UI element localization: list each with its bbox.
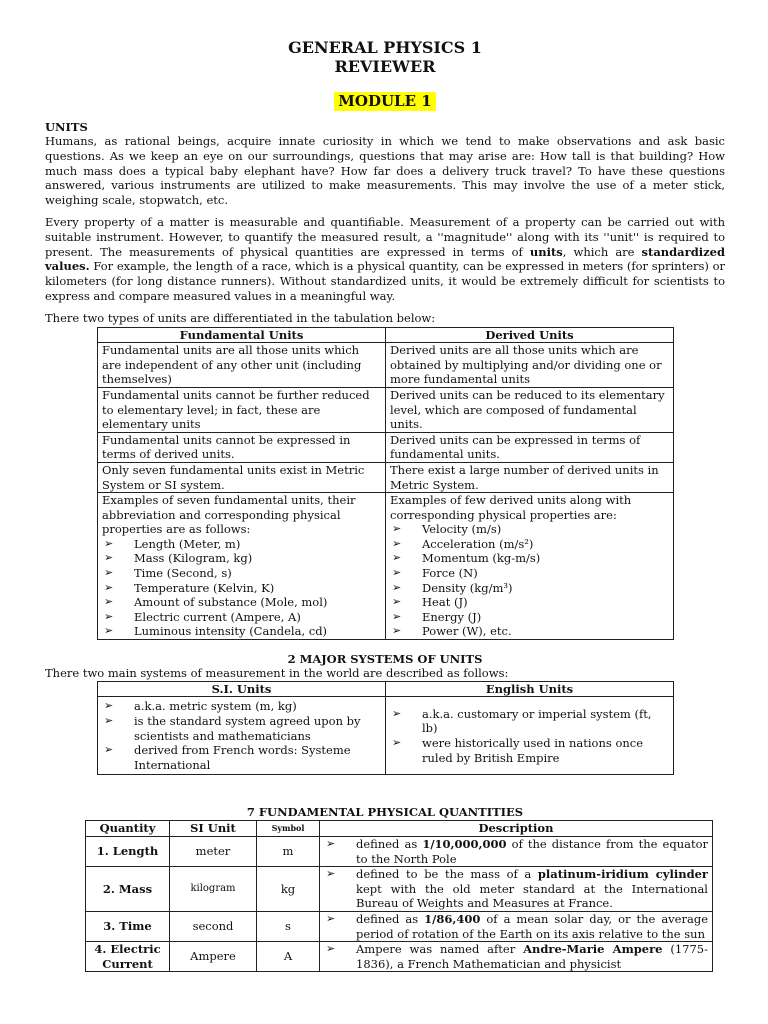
doc-subtitle: REVIEWER [334, 57, 436, 76]
list-item: ➢ Luminous intensity (Candela, cd) [102, 624, 381, 639]
list-item: ➢ Mass (Kilogram, kg) [102, 551, 381, 566]
quantities-table [85, 820, 713, 972]
intro-paragraph: Humans, as rational beings, acquire innate curiosity in which we tend to make observations and ask basic questions. As we keep an eye on our surroundings, questions that may arise are: How tall is that building? How much mass does a typical baby elephant have? How far does a delivery truck travel? To have these questions answered, various instruments are utilized to make measurements. This may involve the use of a meter stick, weighing scale, stopwatch, etc. [45, 134, 725, 208]
list-item: ➢ Time (Second, s) [102, 566, 381, 581]
list-item: ➢ Density (kg/m³) [390, 581, 669, 596]
list-item: ➢ derived from French words: Systeme International [102, 743, 381, 772]
systems-intro: There two main systems of measurement in the world are described as follows: [45, 666, 509, 681]
english-units-cell [386, 697, 674, 775]
units-table [97, 327, 674, 640]
header-description: Description [320, 821, 713, 837]
module-label: MODULE 1 [334, 92, 435, 111]
list-item: ➢ Amount of substance (Mole, mol) [102, 595, 381, 610]
table-row: 1. Length meter m ➢ defined as 1/10,000,000 of the distance from the equator to the North Pole [86, 836, 713, 866]
measurement-paragraph: Every property of a matter is measurable and quantifiable. Measurement of a property can be carried out with suitable instrument. However, to quantify the measured result, a ''magnitude'' along with its ''unit'' is required to present. The measurements of physical quantities are expressed in terms of units, which are standardized values. For example, the length of a race, which is a physical quantity, can be expressed in meters (for sprinters) or kilometers (for long distance runners). Without standardized units, it would be extremely difficult for scientists to express and compare measured values in a meaningful way. [45, 214, 725, 303]
header-derived: Derived Units [386, 327, 674, 343]
derived-examples: Examples of few derived units along with corresponding physical properties are: ➢ Velocity (m/s) ➢ Acceleration (m/s²) ➢ Momentum (kg-m/s) ➢ Force (N) ➢ Density (kg/m³) ➢ Heat (J) ➢ Energy (J) ➢ Power (W), etc. [386, 493, 674, 640]
list-item: ➢ is the standard system agreed upon by scientists and mathematicians [102, 714, 381, 743]
units-heading: UNITS [45, 120, 88, 134]
fundamental-examples: Examples of seven fundamental units, their abbreviation and corresponding physical properties are as follows: ➢ Length (Meter, m) ➢ Mass (Kilogram, kg) ➢ Time (Second, s) ➢ Temperature (Kelvin, K) ➢ Amount of substance (Mole, mol) ➢ Electric current (Ampere, A) ➢ Luminous intensity (Candela, cd) [98, 493, 386, 640]
header-fundamental: Fundamental Units [98, 327, 386, 343]
quantities-title: 7 FUNDAMENTAL PHYSICAL QUANTITIES [246, 805, 524, 820]
list-item: ➢ a.k.a. metric system (m, kg) [102, 699, 381, 714]
si-units-cell [98, 697, 386, 775]
table-row: 4. Electric Current Ampere A ➢ Ampere was named after Andre-Marie Ampere (1775-1836), a French Mathematician and physicist [86, 942, 713, 972]
header-quantity: Quantity [86, 821, 170, 837]
table-row [98, 697, 674, 775]
list-item: ➢ were historically used in nations once ruled by British Empire [390, 736, 669, 765]
list-item: ➢ Length (Meter, m) [102, 537, 381, 552]
table-row: Fundamental units cannot be expressed in terms of derived units. Derived units can be expressed in terms of fundamental units. [98, 432, 674, 462]
table-row: Only seven fundamental units exist in Metric System or SI system. There exist a large number of derived units in Metric System. [98, 462, 674, 492]
list-item: ➢ Heat (J) [390, 595, 669, 610]
table-row: 2. Mass kilogram kg ➢ defined to be the mass of a platinum-iridium cylinder kept with the old meter standard at the International Bureau of Weights and Measures at France. [86, 867, 713, 912]
list-item: ➢ Velocity (m/s) [390, 522, 669, 537]
header-symbol: Symbol [257, 821, 320, 837]
list-item: ➢ Acceleration (m/s²) [390, 537, 669, 552]
header-english: English Units [386, 681, 674, 697]
header-si-unit: SI Unit [170, 821, 257, 837]
table-row: 3. Time second s ➢ defined as 1/86,400 of a mean solar day, or the average period of rotation of the Earth on its axis relative to the sun [86, 911, 713, 941]
list-item: ➢ Energy (J) [390, 610, 669, 625]
list-item: ➢ Force (N) [390, 566, 669, 581]
list-item: ➢ Electric current (Ampere, A) [102, 610, 381, 625]
header-si: S.I. Units [98, 681, 386, 697]
list-item: ➢ Power (W), etc. [390, 624, 669, 639]
table-row: Fundamental units are all those units which are independent of any other unit (including themselves) Derived units are all those units which are obtained by multiplying and/or dividing one or more fundamental units [98, 343, 674, 388]
list-item: ➢ Temperature (Kelvin, K) [102, 581, 381, 596]
document-page [45, 38, 725, 972]
table-intro: There two types of units are differentiated in the tabulation below: [45, 310, 436, 325]
doc-title: GENERAL PHYSICS 1 [288, 38, 482, 57]
list-item: ➢ a.k.a. customary or imperial system (ft, lb) [390, 707, 669, 736]
table-row [98, 493, 674, 640]
table-row: Fundamental units cannot be further reduced to elementary level; in fact, these are elementary units Derived units can be reduced to its elementary level, which are composed of fundamental units. [98, 387, 674, 432]
list-item: ➢ Momentum (kg-m/s) [390, 551, 669, 566]
systems-table [97, 681, 674, 776]
systems-title: 2 MAJOR SYSTEMS OF UNITS [287, 652, 483, 667]
